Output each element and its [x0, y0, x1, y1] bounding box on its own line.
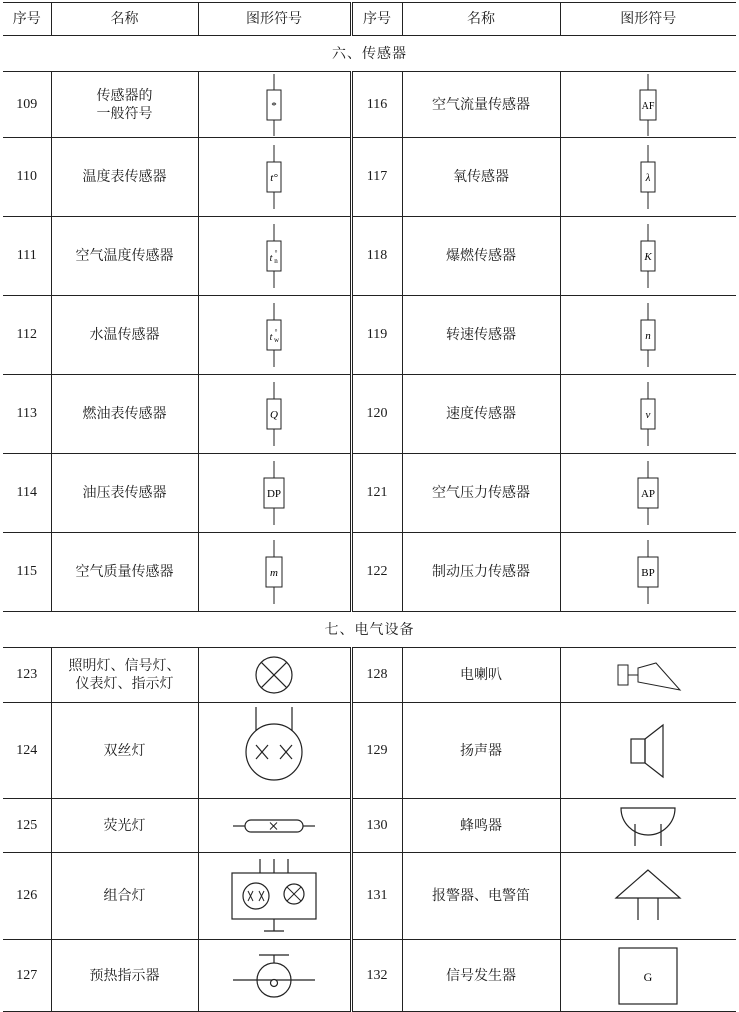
row-number: 132	[351, 940, 402, 1012]
row-number: 116	[351, 72, 402, 138]
sensor-symbol-superscript: °	[274, 249, 278, 257]
sensor-symbol-label: Q	[270, 409, 278, 421]
symbol-cell	[198, 217, 351, 296]
item-name: 空气温度传感器	[51, 217, 198, 296]
symbol-table	[3, 2, 736, 1012]
preheat-indicator-icon	[229, 951, 319, 1001]
header-no-left: 序号	[3, 3, 51, 36]
row-number: 126	[3, 853, 51, 940]
sensor-box-icon	[633, 461, 663, 525]
item-name-line: 仪表灯、指示灯	[75, 676, 174, 692]
sensor-symbol-subscript: w	[273, 336, 280, 344]
symbol-cell	[560, 138, 736, 217]
item-name: 转速传感器	[402, 296, 560, 375]
sensor-box-icon	[259, 303, 289, 367]
symbol-cell	[560, 375, 736, 454]
symbol-cell	[198, 703, 351, 799]
symbol-cell	[198, 138, 351, 217]
row-number: 122	[351, 533, 402, 612]
sensor-box-icon	[259, 74, 289, 136]
section-title-sensors: 六、传感器	[3, 36, 736, 72]
item-name: 空气质量传感器	[51, 533, 198, 612]
table-row	[3, 217, 736, 296]
item-name: 双丝灯	[51, 703, 198, 799]
row-number: 128	[351, 648, 402, 703]
sensor-symbol-label: *	[271, 99, 277, 112]
symbol-cell	[560, 296, 736, 375]
signal-generator-icon	[616, 945, 680, 1007]
row-number: 121	[351, 454, 402, 533]
sensor-symbol-label: λ	[645, 172, 651, 184]
row-number: 129	[351, 703, 402, 799]
signal-generator-label: G	[643, 969, 653, 984]
row-number: 119	[351, 296, 402, 375]
table-row	[3, 853, 736, 940]
symbol-cell	[560, 648, 736, 703]
sensor-box-icon	[259, 382, 289, 446]
sensor-box-icon	[259, 461, 289, 525]
item-name: 氧传感器	[402, 138, 560, 217]
row-number: 131	[351, 853, 402, 940]
item-name: 荧光灯	[51, 799, 198, 853]
row-number: 115	[3, 533, 51, 612]
sensor-symbol-label: m	[270, 567, 278, 579]
item-name: 速度传感器	[402, 375, 560, 454]
symbol-cell	[560, 853, 736, 940]
item-name: 空气流量传感器	[402, 72, 560, 138]
item-name: 燃油表传感器	[51, 375, 198, 454]
table-row	[3, 72, 736, 138]
item-name: 预热指示器	[51, 940, 198, 1012]
item-name: 水温传感器	[51, 296, 198, 375]
item-name: 制动压力传感器	[402, 533, 560, 612]
row-number: 110	[3, 138, 51, 217]
symbol-cell	[560, 533, 736, 612]
symbol-cell	[198, 454, 351, 533]
symbol-cell	[198, 296, 351, 375]
row-number: 120	[351, 375, 402, 454]
sensor-symbol-label: t°	[270, 172, 278, 184]
combination-lamp-icon	[226, 855, 322, 937]
row-number: 112	[3, 296, 51, 375]
fluorescent-lamp-icon	[229, 814, 319, 838]
table-row	[3, 648, 736, 703]
sensor-symbol-superscript: °	[274, 328, 278, 336]
item-name: 组合灯	[51, 853, 198, 940]
symbol-cell	[198, 799, 351, 853]
symbol-cell	[198, 72, 351, 138]
table-row	[3, 296, 736, 375]
item-name-line: 一般符号	[96, 105, 153, 122]
sensor-symbol-label: DP	[266, 488, 282, 500]
header-symbol-right: 图形符号	[560, 3, 736, 36]
speaker-icon	[613, 721, 683, 781]
symbol-cell	[560, 940, 736, 1012]
item-name: 爆燃传感器	[402, 217, 560, 296]
row-number: 130	[351, 799, 402, 853]
table-row	[3, 940, 736, 1012]
section-title-electrical: 七、电气设备	[3, 612, 736, 648]
table-row	[3, 533, 736, 612]
symbol-cell	[198, 853, 351, 940]
header-name-left: 名称	[51, 3, 198, 36]
item-name: 温度表传感器	[51, 138, 198, 217]
section-row-sensors	[3, 36, 736, 72]
row-number: 111	[3, 217, 51, 296]
table-row	[3, 799, 736, 853]
table-row	[3, 703, 736, 799]
lamp-cross-icon	[249, 652, 299, 698]
row-number: 114	[3, 454, 51, 533]
symbol-cell	[560, 703, 736, 799]
header-symbol-left: 图形符号	[198, 3, 351, 36]
row-number: 118	[351, 217, 402, 296]
sensor-box-icon	[633, 74, 663, 136]
sensor-box-icon	[259, 540, 289, 604]
sensor-symbol-label: t	[269, 332, 273, 343]
header-name-right: 名称	[402, 3, 560, 36]
symbol-cell	[560, 454, 736, 533]
sensor-symbol-label: BP	[641, 567, 655, 579]
table-row	[3, 375, 736, 454]
section-row-electrical	[3, 612, 736, 648]
table-row	[3, 138, 736, 217]
header-row	[3, 3, 736, 36]
symbol-cell	[198, 940, 351, 1012]
sensor-box-icon	[633, 145, 663, 209]
item-name-line: 传感器的	[96, 87, 153, 104]
row-number: 123	[3, 648, 51, 703]
item-name: 电喇叭	[402, 648, 560, 703]
symbol-cell	[198, 533, 351, 612]
sensor-symbol-label: t	[269, 253, 273, 264]
item-name: 信号发生器	[402, 940, 560, 1012]
sensor-box-icon	[633, 382, 663, 446]
table-row	[3, 454, 736, 533]
item-name: 油压表传感器	[51, 454, 198, 533]
item-name	[51, 648, 198, 703]
item-name: 空气压力传感器	[402, 454, 560, 533]
sensor-box-icon	[633, 224, 663, 288]
sensor-box-icon	[633, 303, 663, 367]
row-number: 117	[351, 138, 402, 217]
symbol-cell	[198, 375, 351, 454]
symbol-cell	[560, 72, 736, 138]
alarm-icon	[612, 866, 684, 926]
symbol-cell	[560, 799, 736, 853]
sensor-symbol-label: AF	[641, 100, 655, 112]
item-name: 报警器、电警笛	[402, 853, 560, 940]
item-name-line: 照明灯、信号灯、	[68, 658, 181, 674]
symbol-cell	[198, 648, 351, 703]
row-number: 113	[3, 375, 51, 454]
sensor-symbol-label: n	[645, 330, 651, 342]
row-number: 124	[3, 703, 51, 799]
symbol-table-page	[3, 2, 736, 1012]
sensor-box-icon	[259, 224, 289, 288]
row-number: 109	[3, 72, 51, 138]
item-name: 扬声器	[402, 703, 560, 799]
row-number: 125	[3, 799, 51, 853]
item-name: 蜂鸣器	[402, 799, 560, 853]
sensor-symbol-label: AP	[641, 488, 656, 500]
sensor-symbol-label: v	[645, 409, 651, 421]
item-name	[51, 72, 198, 138]
row-number: 127	[3, 940, 51, 1012]
buzzer-icon	[613, 802, 683, 850]
header-no-right: 序号	[351, 3, 402, 36]
sensor-box-icon	[633, 540, 663, 604]
twin-filament-lamp-icon	[239, 705, 309, 797]
sensor-symbol-subscript: n	[274, 257, 278, 265]
horn-icon	[608, 655, 688, 695]
symbol-cell	[560, 217, 736, 296]
sensor-symbol-label: K	[644, 251, 652, 263]
sensor-box-icon	[259, 145, 289, 209]
